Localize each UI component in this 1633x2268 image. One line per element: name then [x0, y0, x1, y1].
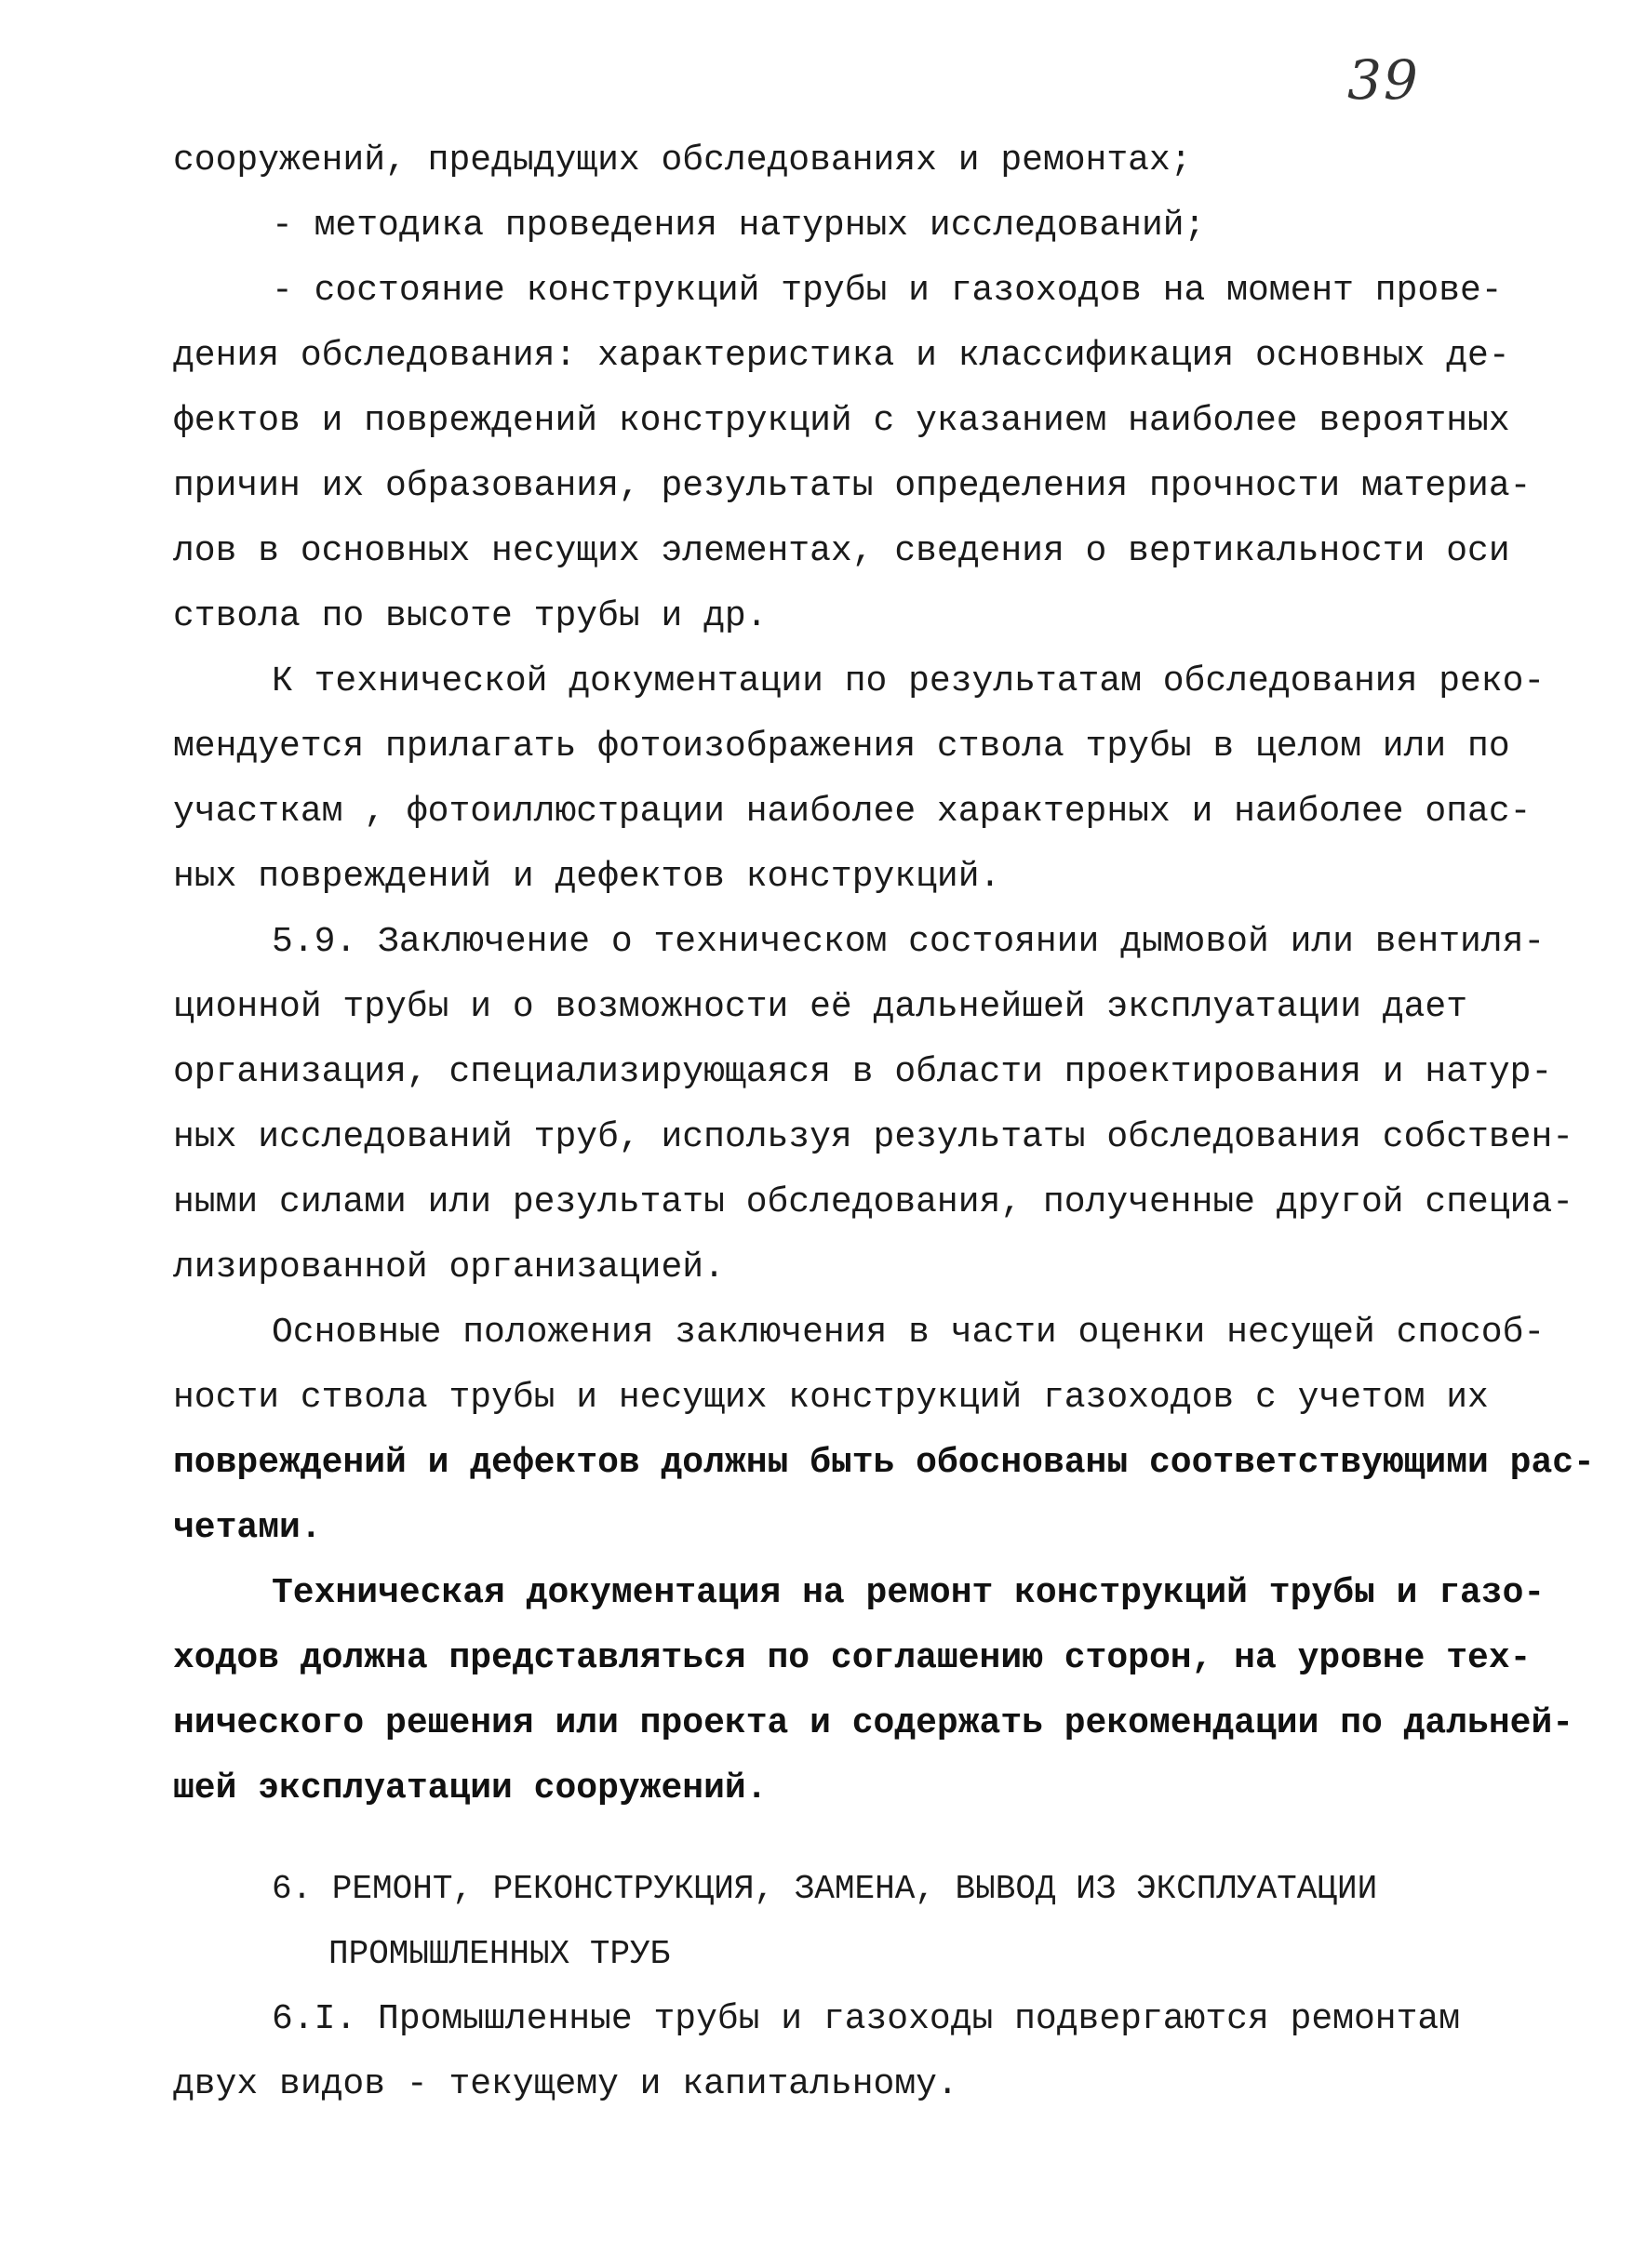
list-item-state-line: - состояние конструкций трубы и газоходов на момент прове-: [272, 271, 1503, 311]
list-continuation: сооружений, предыдущих обследованиях и ремонтах;: [173, 140, 1192, 180]
paragraph-5-9-line: 5.9. Заключение о техническом состоянии дымовой или вентиля-: [272, 922, 1546, 962]
list-item-state-line: причин их образования, результаты определения прочности материа-: [173, 466, 1532, 506]
paragraph-6-1-line: двух видов - текущему и капитальному.: [173, 2064, 958, 2104]
paragraph-5-9-line: ными силами или результаты обследования, полученные другой специа-: [173, 1182, 1574, 1222]
document-body: [173, 128, 1595, 2117]
paragraph-5-9-line: ционной трубы и о возможности её дальнейшей эксплуатации дает: [173, 987, 1468, 1027]
paragraph-repair-docs-line: Техническая документация на ремонт конструкций трубы и газо-: [272, 1573, 1546, 1613]
section-heading-continuation: ПРОМЫШЛЕННЫХ ТРУБ: [328, 1935, 671, 1973]
paragraph-5-9-line: организация, специализирующаяся в области проектирования и натур-: [173, 1052, 1553, 1092]
list-item-state-line: лов в основных несущих элементах, сведения о вертикальности оси: [173, 531, 1510, 571]
paragraph-photos-line: мендуется прилагать фотоизображения ствола трубы в целом или по: [173, 727, 1510, 767]
list-item-state-line: фектов и повреждений конструкций с указанием наиболее вероятных: [173, 401, 1510, 441]
paragraph-repair-docs-line: нического решения или проекта и содержать рекомендации по дальней-: [173, 1703, 1574, 1743]
paragraph-5-9-line: лизированной организацией.: [173, 1247, 725, 1287]
section-heading: 6. РЕМОНТ, РЕКОНСТРУКЦИЯ, ЗАМЕНА, ВЫВОД ИЗ ЭКСПЛУАТАЦИИ: [272, 1870, 1378, 1908]
paragraph-conclusion-line: Основные положения заключения в части оценки несущей способ-: [272, 1313, 1546, 1353]
page-number: 39: [1347, 48, 1420, 112]
list-item-state-line: дения обследования: характеристика и классификация основных де-: [173, 336, 1510, 376]
paragraph-photos-line: ных повреждений и дефектов конструкций.: [173, 857, 1001, 897]
paragraph-6-1-line: 6.I. Промышленные трубы и газоходы подвергаются ремонтам: [272, 1999, 1461, 2039]
paragraph-conclusion-line: четами.: [173, 1508, 322, 1548]
paragraph-photos-line: участкам , фотоиллюстрации наиболее характерных и наиболее опас-: [173, 792, 1532, 832]
paragraph-repair-docs-line: ходов должна представляться по соглашению сторон, на уровне тех-: [173, 1638, 1532, 1678]
paragraph-5-9-line: ных исследований труб, используя результаты обследования собствен-: [173, 1117, 1574, 1157]
list-item-state-line: ствола по высоте трубы и др.: [173, 596, 768, 636]
paragraph-conclusion-line: повреждений и дефектов должны быть обоснованы соответствующими рас-: [173, 1443, 1595, 1483]
paragraph-conclusion-line: ности ствола трубы и несущих конструкций газоходов с учетом их: [173, 1378, 1489, 1418]
list-item-method: - методика проведения натурных исследований;: [272, 206, 1206, 246]
paragraph-repair-docs-line: шей эксплуатации сооружений.: [173, 1768, 768, 1808]
paragraph-photos-line: К технической документации по результатам обследования реко-: [272, 661, 1546, 701]
